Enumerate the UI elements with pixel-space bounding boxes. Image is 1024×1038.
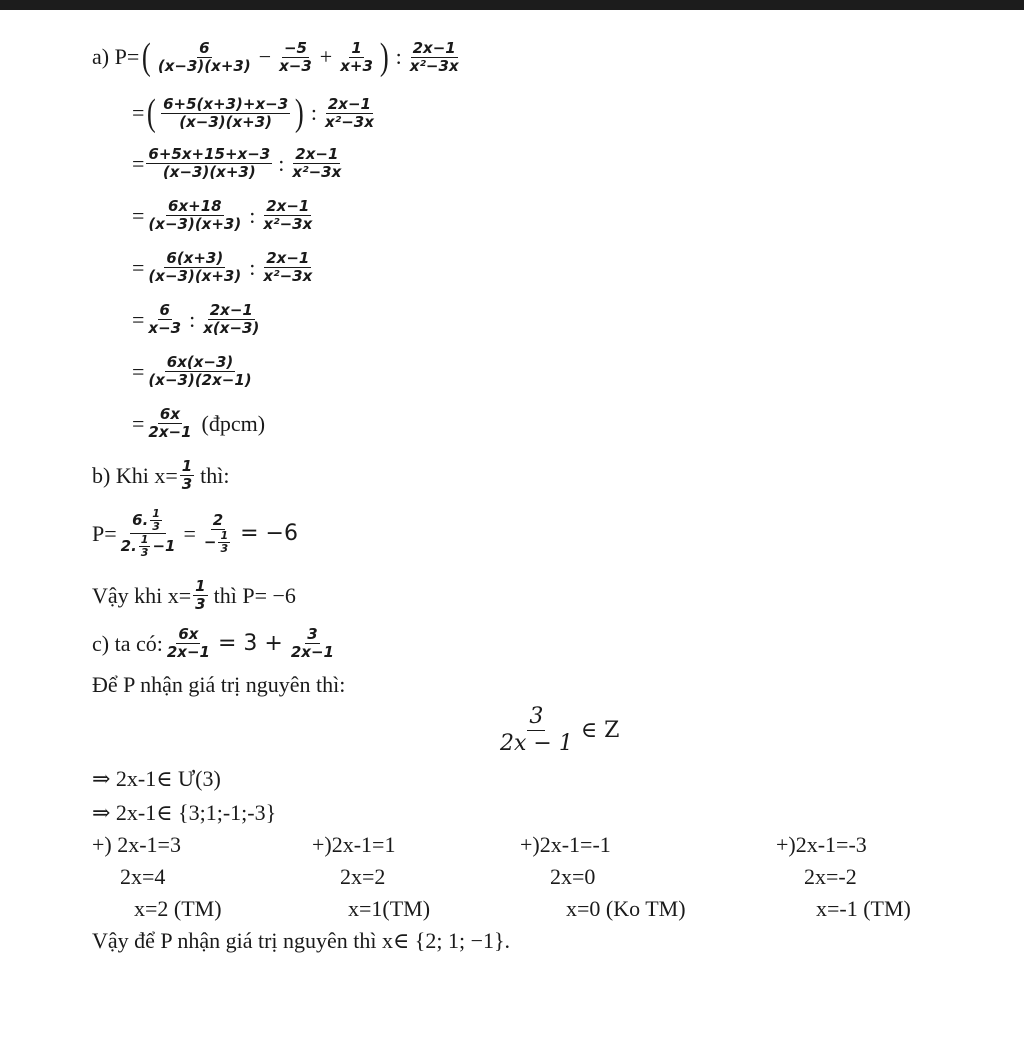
fraction: $\frac{6+5(x+3)+x-3}{(x-3)(x+3)}$ — [163, 94, 289, 131]
fraction: $\frac{2x-1}{\text{x²−3x}}$ — [263, 249, 313, 285]
part-a-line-6: = $\frac{6}{x-3}$ : $\frac{2x-1}{x(x-3)}$ — [132, 301, 260, 337]
close-paren: ) — [379, 36, 389, 78]
dpcm-note: (đpcm) — [201, 410, 266, 436]
part-a-line-5: = $\frac{6(x+3)}{(x-3)(x+3)}$ : $\frac{2x-1}{\text{x²−3x}}$ — [132, 249, 313, 285]
fraction: $\frac{2x-1}{\text{x²−3x}}$ — [324, 94, 374, 131]
case-2-mid: 2x=2 — [340, 864, 386, 889]
fraction: $\frac{3}{2x-1}$ — [290, 625, 334, 661]
fraction: $\frac{2x-1}{\text{x²−3x}}$ — [263, 197, 313, 233]
fraction: $\frac{2x-1}{\text{x²−3x}}$ — [292, 145, 342, 181]
open-paren: ( — [147, 92, 157, 134]
case-2-head: +)2x-1=1 — [312, 832, 396, 857]
fraction: $\frac{6+5x+15+x-3}{(x-3)(x+3)}$ — [148, 145, 271, 181]
close-paren: ) — [295, 92, 304, 134]
fraction: $\frac{6x+18}{(x-3)(x+3)}$ — [148, 197, 242, 233]
open-paren: ( — [142, 36, 151, 78]
top-dark-bar — [0, 0, 1024, 10]
part-a-label: a) P= — [92, 44, 140, 69]
part-c-step-1: ⇒ 2x-1∈ Ư(3) — [92, 766, 221, 791]
case-2-result: x=1(TM) — [348, 896, 431, 921]
fraction: $\frac{1}{3}$ — [195, 577, 206, 613]
part-a-line-4: = $\frac{6x+18}{(x-3)(x+3)}$ : $\frac{2x-1}{\text{x²−3x}}$ — [132, 197, 313, 233]
fraction: $\frac{6x(x-3)}{(x-3)(2x-1)}$ — [148, 353, 252, 389]
part-c-intro: c) ta có: $\frac{6x}{2x-1}$ = 3 + $\frac{3}{2x-1}$ — [92, 625, 334, 661]
fraction: $\frac{1}{3}$ — [152, 507, 160, 533]
fraction: $\frac{6x}{2x-1}$ — [148, 405, 192, 441]
case-3-head: +)2x-1=-1 — [520, 832, 611, 857]
part-a-line-2: = ( $\frac{6+5(x+3)+x-3}{(x-3)(x+3)}$ ) : $\frac{2x-1}{\text{x²−3x}}$ — [132, 92, 374, 134]
part-c-condition: Để P nhận giá trị nguyên thì: — [92, 672, 346, 697]
final-conclusion: Vậy để P nhận giá trị nguyên thì x∈ {2; 1; −1}. — [92, 928, 511, 953]
fraction: $\frac{1}{3}$ — [220, 529, 229, 555]
part-b-conclusion: Vậy khi x= $\frac{1}{3}$ thì P= −6 — [92, 577, 296, 613]
part-a-line-1: a) P= ( $\frac{6}{(x-3)(x+3)}$ − $\frac{-5}{x-3}$ + $\frac{1}{x+3}$ ) : $\frac{2x-1}{\text{x²−3x}}$ — [92, 36, 459, 78]
fraction: $\frac{6}{x-3}$ — [148, 301, 182, 337]
fraction: 2 − $\frac{1}{3}$ — [203, 511, 229, 555]
fraction: $\frac{6x}{2x-1}$ — [166, 625, 210, 661]
fraction: $\frac{2x-1}{x(x-3)}$ — [203, 301, 260, 337]
fraction: 6. $\frac{1}{3}$ 2. $\frac{1}{3}$ −1 — [120, 507, 176, 559]
case-3-mid: 2x=0 — [550, 864, 596, 889]
part-a-line-7: = $\frac{6x(x-3)}{(x-3)(2x-1)}$ — [132, 353, 252, 389]
part-c-step-2: ⇒ 2x-1∈ {3;1;-1;-3} — [92, 800, 277, 825]
case-4-mid: 2x=-2 — [804, 864, 857, 889]
fraction: $\frac{2x-1}{\text{x²−3x}}$ — [409, 38, 459, 75]
part-c-center-formula: $\frac{3}{2x - 1}$ ∈ Z — [500, 704, 620, 756]
case-1-mid: 2x=4 — [120, 864, 166, 889]
fraction: $\frac{3}{2x - 1}$ — [500, 704, 573, 756]
case-4-head: +)2x-1=-3 — [776, 832, 867, 857]
case-1-head: +) 2x-1=3 — [92, 832, 181, 857]
fraction: $\frac{1}{3}$ — [181, 457, 193, 493]
fraction: $\frac{6}{(x-3)(x+3)}$ — [157, 38, 251, 75]
fraction: $\frac{6(x+3)}{(x-3)(x+3)}$ — [148, 249, 242, 285]
case-4-result: x=-1 (TM) — [816, 896, 911, 921]
fraction: $\frac{1}{3}$ — [140, 533, 149, 559]
case-3-result: x=0 (Ko TM) — [566, 896, 686, 921]
part-a-line-8: = $\frac{6x}{2x-1}$ (đpcm) — [132, 405, 266, 441]
fraction: $\frac{1}{x+3}$ — [340, 38, 373, 75]
part-b-calc: P= 6. $\frac{1}{3}$ 2. $\frac{1}{3}$ −1 = 2 − $\frac{1}{3}$ = −6 — [92, 507, 298, 559]
case-1-result: x=2 (TM) — [134, 896, 222, 921]
fraction: $\frac{-5}{x-3}$ — [279, 38, 312, 75]
part-b-intro: b) Khi x= $\frac{1}{3}$ thì: — [92, 457, 230, 493]
part-a-line-3: = $\frac{6+5x+15+x-3}{(x-3)(x+3)}$ : $\frac{2x-1}{\text{x²−3x}}$ — [132, 145, 342, 181]
